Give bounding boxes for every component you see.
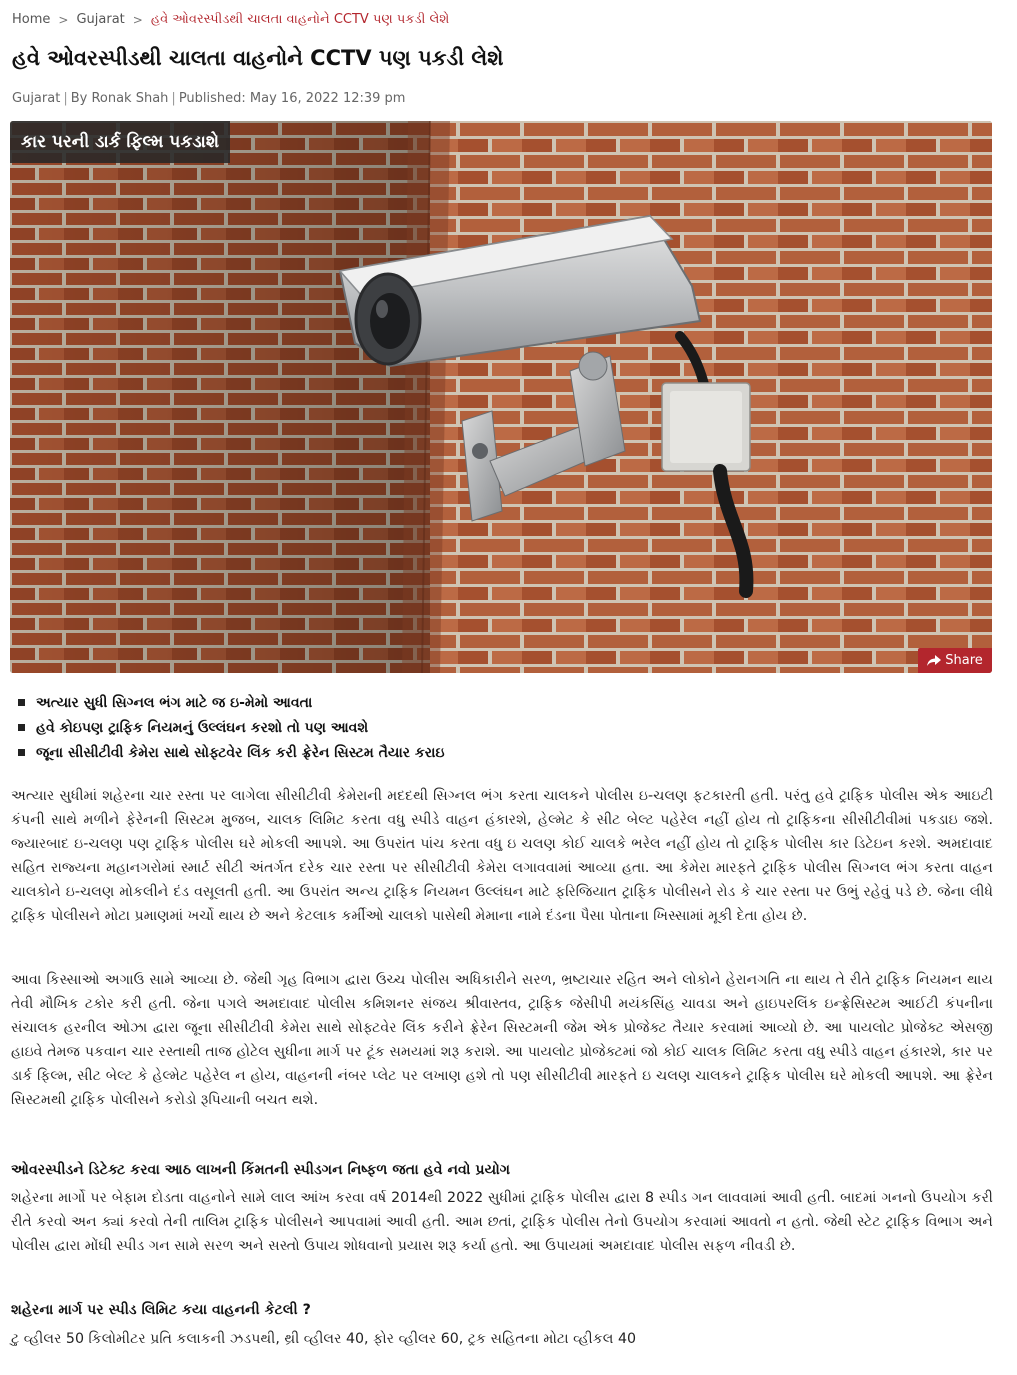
- article-subheading: ઓવરસ્પીડને ડિટેક્ટ કરવા આઠ લાખની કિંમતની સ્પીડગન નિષ્ફળ જતા હવે નવો પ્રયોગ: [11, 1162, 511, 1178]
- highlight-item: [18, 740, 444, 765]
- meta-category-link[interactable]: Gujarat: [12, 91, 61, 106]
- article-paragraph: શહેરના માર્ગો પર બેફામ દોડતા વાહનોને સામે લાલ આંખ કરવા વર્ષ 2014થી 2022 સુધીમાં ટ્રાફિક પોલીસ દ્વારા 8 સ્પીડ ગન લાવવામાં આવી હતી. બાદમાં ગનનો ઉપયોગ કરી રીતે કરવો અન ક્યાં કરવો તેની તાલિમ ટ્રાફિક પોલીસને આપવામાં આવી હતી. આમ છતાં, ટ્રાફિક પોલીસ તેનો ઉપયોગ કરવામાં આવતો ન હતો. જેથી સ્ટેટ ટ્રાફિક વિભાગ અને પોલીસ દ્વારા મોંઘી સ્પીડ ગન સામે સરળ અને સસ્તો ઉપાય શોધવાનો પ્રયાસ શરૂ કર્યા હતો. આ ઉપાયમાં અમદાવાદ પોલીસ સફળ નીવડી છે.: [11, 1190, 993, 1254]
- square-bullet-icon: [18, 749, 25, 756]
- article-paragraph: અત્યાર સુધીમાં શહેરના ચાર રસ્તા પર લાગેલા સીસીટીવી કેમેરાની મદદથી સિગ્નલ ભંગ કરતા ચાલકને પોલીસ ઇ-ચલણ ફટકારતી હતી. પરંતુ હવે ટ્રાફિક પોલીસ એક આઇટી કંપની સાથે મળીને ફેરેનની સિસ્ટમ મુજબ, ચાલક લિમિટ કરતા વધુ સ્પીડે વાહન હંકારશે, હેલ્મેટ કે સીટ બેલ્ટ પહેરેલ નહીં હોય તો ટ્રાફિકના સીસીટીવીમાં પકડાઇ જશે. જ્યારબાદ ઇ-ચલણ પણ ટ્રાફિક પોલીસ ઘરે મોકલી આપશે. આ ઉપરાંત પાંચ કરતા વધુ ઇ ચલણ કોઈ ચાલકે ભરેલ નહીં હોય તો ટ્રાફિક પોલીસ કાર ડિટેઇન કરશે. અમદાવાદ સહિત રાજ્યના મહાનગરોમાં સ્માર્ટ સીટી અંતર્ગત દરેક ચાર રસ્તા પર સીસીટીવી કેમેરા લગાવવામાં આવ્યા હતા. આ કેમેરા મારફતે ટ્રાફિક પોલીસ સિગ્નલ ભંગ કરતા વાહન ચાલકોને ઇ-ચલણ મોકલીને દંડ વસૂલતી હતી. આ ઉપરાંત અન્ય ટ્રાફિક નિયમન ઉલ્લંઘન માટે ફરિજિયાત ટ્રાફિક પોલીસને રોડ કે ચાર રસ્તા પર ઉભું રહેવું પડે છે. જેના લીધે ટ્રાફિક પોલીસને મોટા પ્રમાણમાં ખર્ચો થાય છે અને કેટલાક કર્મીઓ ચાલકો પાસેથી મેમાના નામે દંડના પૈસા પોતાના ખિસ્સામાં મૂકી દેતા હોય છે.: [11, 788, 993, 924]
- article-subheading: શહેરના માર્ગ પર સ્પીડ લિમિટ કયા વાહનની કેટલી ?: [11, 1302, 311, 1318]
- highlight-text: અત્યાર સુધી સિગ્નલ ભંગ માટે જ ઇ-મેમો આવતા: [36, 694, 313, 711]
- breadcrumb-current: હવે ઓવરસ્પીડથી ચાલતા વાહનોને CCTV પણ પકડી લેશે: [150, 12, 450, 27]
- share-label: Share: [945, 653, 983, 668]
- meta-published: Published: May 16, 2022 12:39 pm: [178, 91, 406, 106]
- article-paragraph: ટુ વ્હીલર 50 કિલોમીટર પ્રતિ કલાકની ઝડપથી, થ્રી વ્હીલર 40, ફોર વ્હીલર 60, ટ્રક સહિતના મોટા વ્હીકલ 40: [11, 1331, 637, 1347]
- breadcrumb-home-link[interactable]: Home: [12, 12, 51, 27]
- meta-divider: |: [171, 91, 176, 106]
- cctv-camera-photo: [10, 121, 992, 673]
- meta-divider: |: [63, 91, 68, 106]
- highlight-text: જૂના સીસીટીવી કેમેરા સાથે સોફ્ટવેર લિંક કરી ફ્રેરેન સિસ્ટમ તૈયાર કરાઇ: [36, 744, 445, 761]
- square-bullet-icon: [18, 699, 25, 706]
- meta-author[interactable]: By Ronak Shah: [70, 91, 169, 106]
- image-caption: કાર પરની ડાર્ક ફિલ્મ પકડાશે: [10, 121, 230, 163]
- hero-image: [10, 121, 992, 673]
- article-paragraph: આવા કિસ્સાઓ અગાઉ સામે આવ્યા છે. જેથી ગૃહ વિભાગ દ્વારા ઉચ્ચ પોલીસ અધિકારીને સરળ, ભ્રષ્ટાચાર રહિત અને લોકોને હેરાનગતિ ના થાય તે રીતે ટ્રાફિક નિયમન થાય તેવી મૌખિક ટકોર કરી હતી. જેના પગલે અમદાવાદ પોલીસ કમિશનર સંજય શ્રીવાસ્તવ, ટ્રાફિક જેસીપી મયંકસિંહ ચાવડા અને હાઇપરલિંક ઇન્ફ્રેસિસ્ટમ આઈટી કંપનીના સંચાલક હરનીલ ઓઝા દ્વારા જૂના સીસીટીવી કેમેરા સાથે સોફ્ટવેર લિંક કરીને ફ્રેરેન સિસ્ટમની જેમ એક પ્રોજેક્ટ તૈયાર કરવામાં આવ્યો છે. આ પાયલોટ પ્રોજેક્ટ એસજી હાઇવે તેમજ પકવાન ચાર રસ્તાથી તાજ હોટેલ સુધીના માર્ગ પર ટૂંક સમયમાં શરૂ કરાશે. આ પાયલોટ પ્રોજેક્ટમાં જો કોઈ ચાલક લિમિટ કરતા વધુ સ્પીડે વાહન હંકારશે, કાર પર ડાર્ક ફિલ્મ, સીટ બેલ્ટ કે હેલ્મેટ પહેરેલ ન હોય, વાહનની નંબર પ્લેટ પર લખાણ હશે તો પણ સીસીટીવી મારફતે ઇ ચલણ ચાલકને ટ્રાફિક પોલીસ ઘરે મોકલી આપશે. આ ફ્રેરેન સિસ્ટમથી ટ્રાફિક પોલીસને કરોડો રૂપિયાની બચત થશે.: [11, 972, 993, 1108]
- chevron-right-icon: >: [58, 12, 69, 27]
- highlight-item: [18, 715, 444, 740]
- highlight-item: [18, 690, 444, 715]
- square-bullet-icon: [18, 724, 25, 731]
- share-button[interactable]: [918, 648, 992, 673]
- page-title: હવે ઓવરસ્પીડથી ચાલતા વાહનોને CCTV પણ પકડી લેશે: [12, 46, 504, 70]
- chevron-right-icon: >: [132, 12, 143, 27]
- article-highlights: [18, 690, 444, 765]
- breadcrumb-category-link[interactable]: Gujarat: [76, 12, 125, 27]
- highlight-text: હવે કોઇપણ ટ્રાફિક નિયમનું ઉલ્લંઘન કરશો તો પણ આવશે: [36, 719, 369, 736]
- share-arrow-icon: [927, 655, 941, 667]
- breadcrumb: [12, 12, 449, 27]
- article-meta: [12, 91, 405, 106]
